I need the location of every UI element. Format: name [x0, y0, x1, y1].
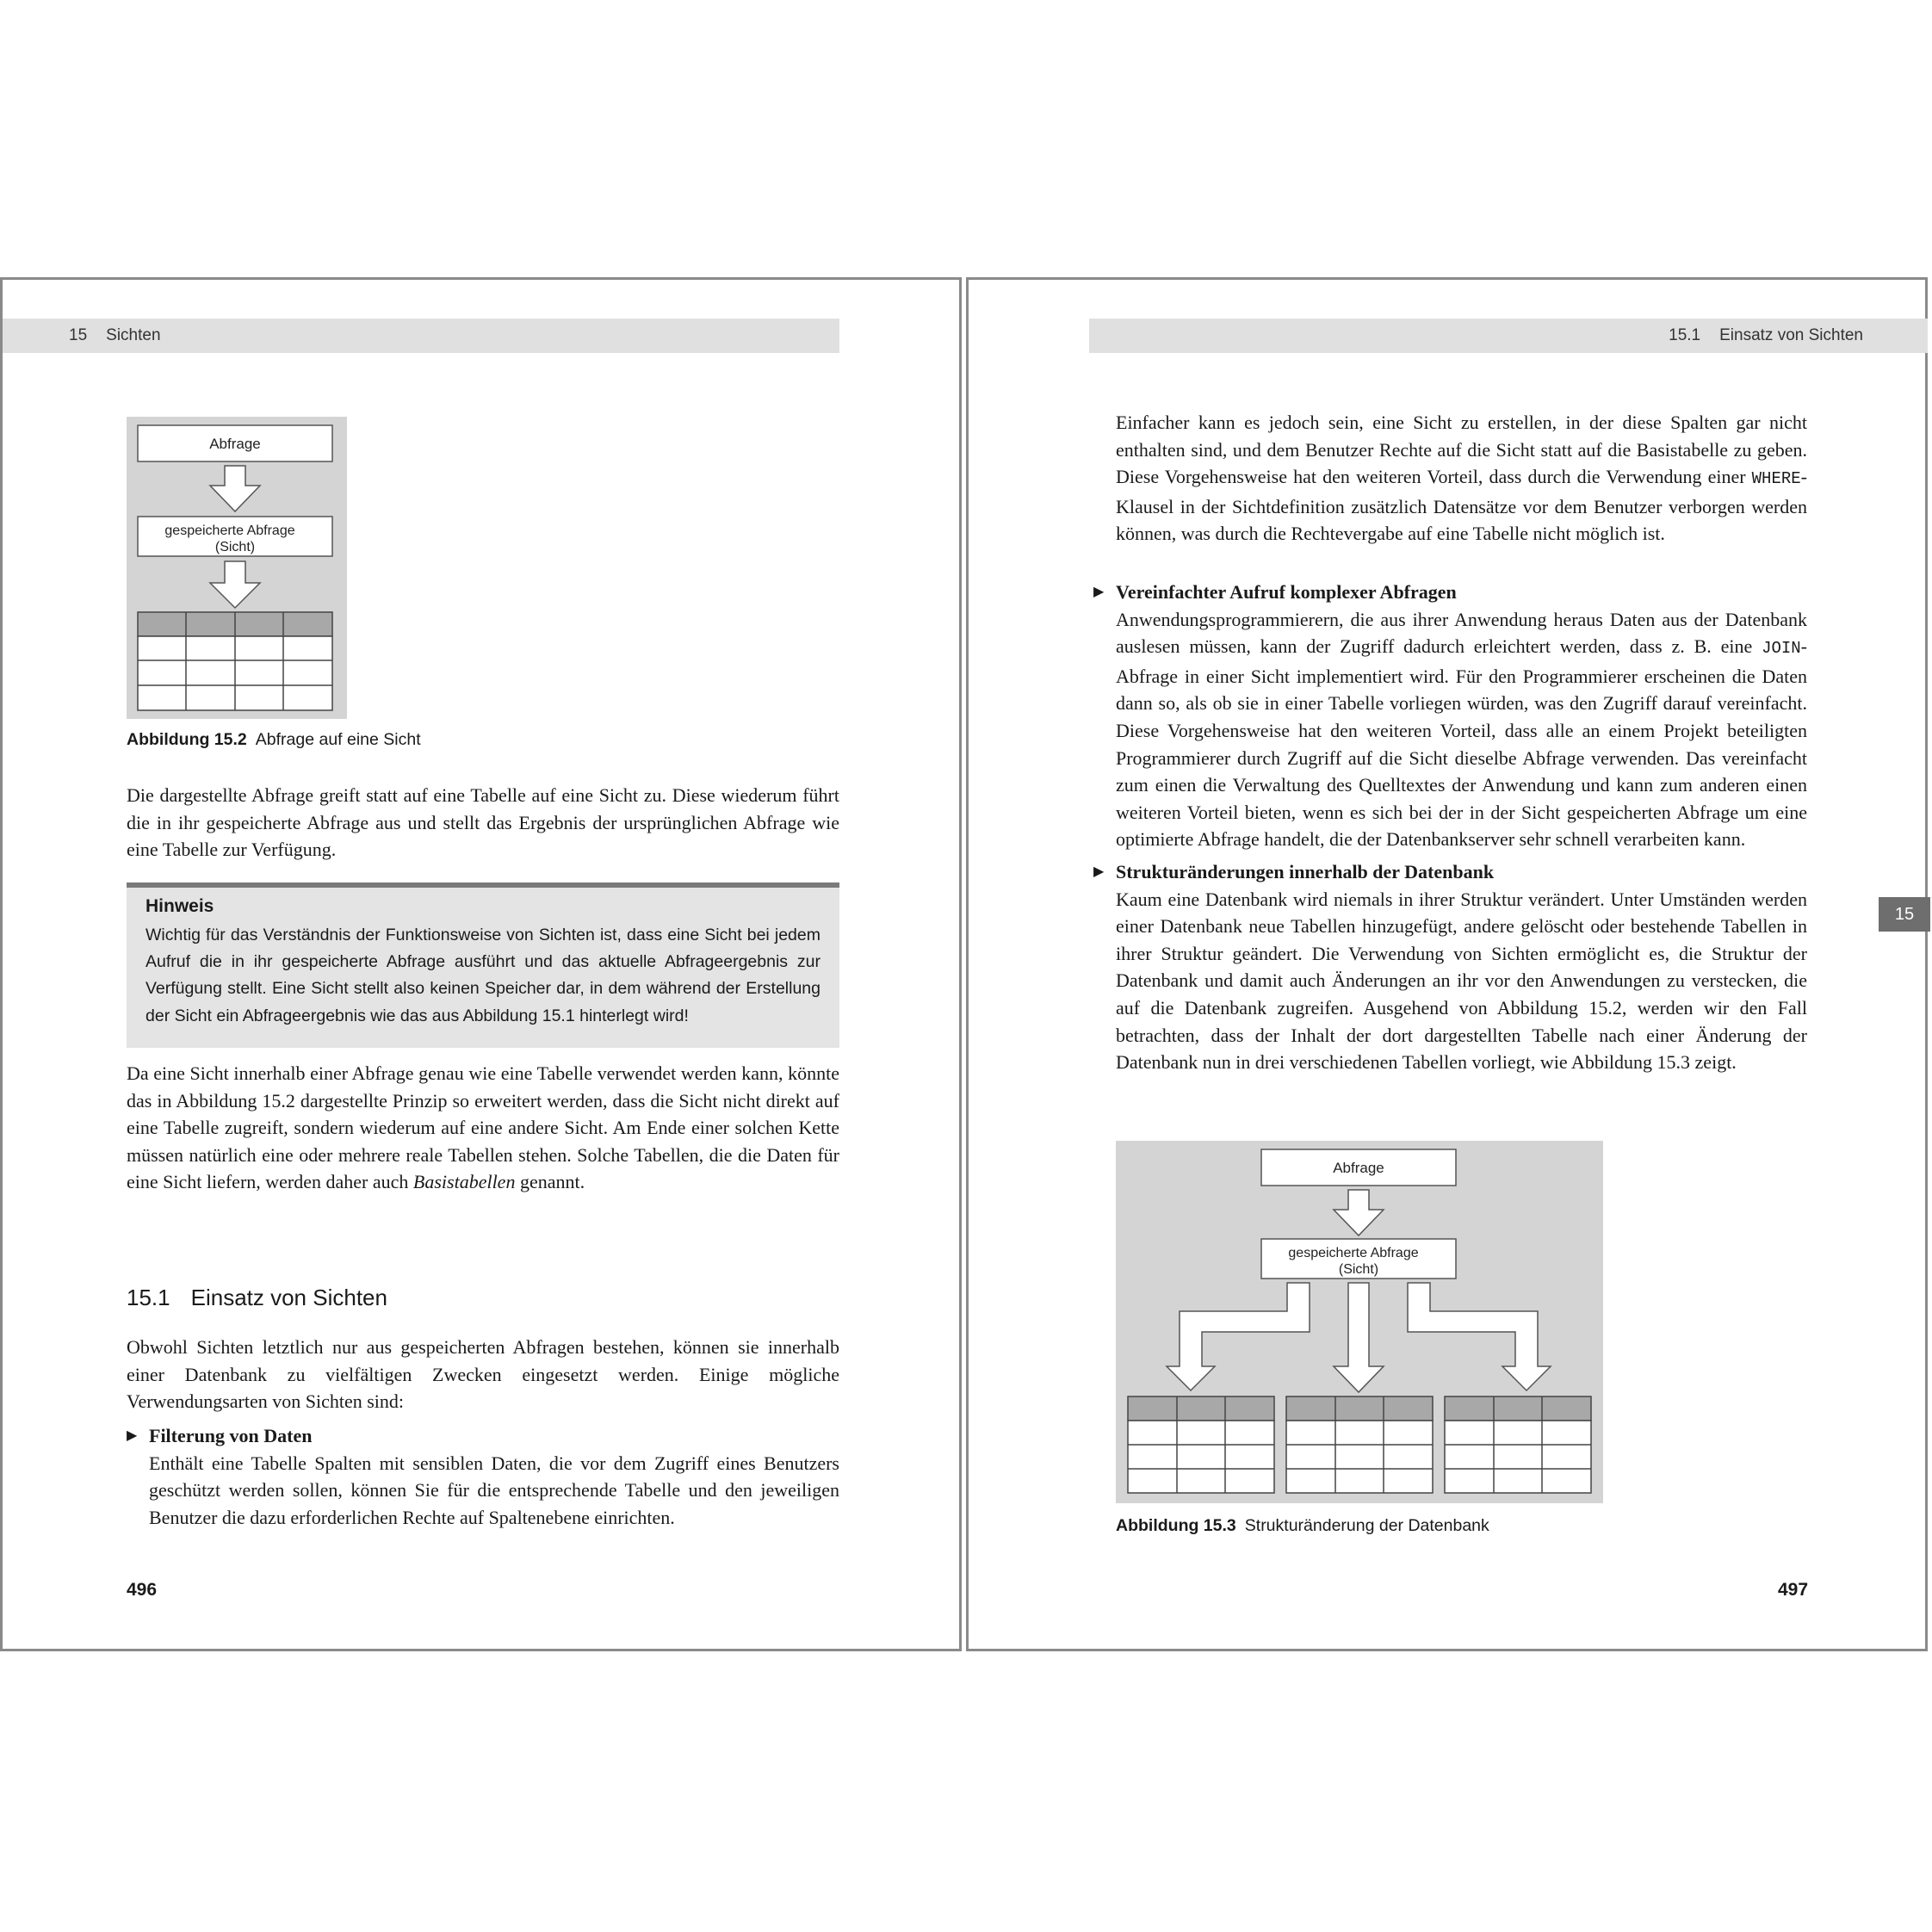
running-head-section-title: Einsatz von Sichten [1719, 326, 1863, 344]
bullet-triangle-icon: ▶ [127, 1428, 138, 1443]
list-item [1093, 579, 1807, 853]
code-join: JOIN [1762, 639, 1801, 659]
query-box-label: Abfrage [1333, 1160, 1384, 1176]
paragraph-text [1116, 409, 1807, 548]
down-arrow-icon [210, 561, 260, 608]
table-icon [1128, 1396, 1274, 1493]
bullet-title: Filterung von Daten [149, 1425, 313, 1446]
bullet-text-b: -Abfrage in einer Sicht implementiert wird. Für den Programmierer erscheinen die Daten dann so, als ob sie in einer Tabelle vorliegen würden, was den Zugriff darauf vereinfacht. Diese Vorgehensweise hat den weiteren Vorteil, dass alle an einem Projekt beteiligten Programmierer durch Zugriff auf die Sicht dieselbe Abfrage verwenden. Das vereinfacht zum einen die Verwaltung des Quelltextes der Anwendung und kann zum anderen einen weiteren Vorteil bieten, wenn es sich bei der in der Sicht gespeicherten Abfrage um eine optimierte Abfrage handelt, die der Datenbankserver sehr schnell verarbeiten kann. [1116, 635, 1807, 851]
figure-15-2 [127, 417, 347, 719]
page-number: 497 [1778, 1580, 1809, 1600]
hint-body: Wichtig für das Verständnis der Funktionsweise von Sichten ist, dass eine Sicht bei jedem Aufruf die in ihr gespeicherte Abfrage ausführt und das aktuelle Abfrageergebnis zur Verfügung stellt. Eine Sicht stellt also keinen Speicher dar, in dem während der Erstellung der Sicht ein Abfrageergebnis wie das aus Abbildung 15.1 hinterlegt wird! [146, 926, 820, 1025]
table-icon [1286, 1396, 1433, 1493]
paragraph [127, 782, 839, 864]
hint-title: Hinweis [146, 896, 214, 916]
bullet-text: Kaum eine Datenbank wird niemals in ihrer Struktur verändert. Unter Umständen werden einer Datenbank neue Tabellen hinzugefügt, andere gelöscht oder bestehende Tabellen in ihrer Struktur geändert. Die Verwendung von Sichten ermöglicht es, die Struktur der Datenbank und damit auch Änderungen an ihr vor den Anwendungen zu verstecken, die auf die Datenbank zugreifen. Ausgehend von Abbildung 15.2, werden wir den Fall betrachten, dass der Inhalt der dort dargestellten Tabelle nach einer Änderung der Datenbank nun in drei verschiedenen Tabellen vorliegt, wie Abbildung 15.3 zeigt. [1116, 888, 1807, 1074]
view-box-label-line1: gespeicherte Abfrage [164, 523, 295, 538]
page-number: 496 [127, 1580, 158, 1600]
figure-caption [127, 730, 421, 750]
term-basistabellen: Basistabellen [412, 1171, 516, 1193]
paragraph-text [127, 1060, 839, 1196]
down-arrow-icon [1334, 1283, 1384, 1392]
bullet-triangle-icon: ▶ [1093, 585, 1105, 599]
view-box-label-line2: (Sicht) [1338, 1262, 1379, 1277]
left-page [0, 277, 962, 1651]
bullet-text [1116, 606, 1807, 853]
code-where: WHERE [1751, 469, 1801, 489]
running-head-right [1089, 319, 1928, 353]
paragraph-text: Obwohl Sichten letztlich nur aus gespeicherten Abfragen bestehen, können sie innerhalb einer Datenbank zu vielfältigen Zwecken eingesetzt werden. Einige mögliche Verwendungsarten von Sichten sind: [127, 1336, 839, 1413]
bullet-list [1093, 579, 1807, 1076]
view-box-label-line1: gespeicherte Abfrage [1288, 1246, 1419, 1260]
chapter-thumb-tab: 15 [1879, 897, 1930, 932]
paragraph-text-end: genannt. [515, 1171, 585, 1193]
table-icon [138, 612, 332, 710]
paragraph-text-a: Einfacher kann es jedoch sein, eine Sicht zu erstellen, in der diese Spalten gar nicht enthalten sind, und dem Benutzer Rechte auf die Sicht statt auf die Basistabelle zu geben. Diese Vorgehensweise hat den weiteren Vorteil, dass durch die Verwendung einer [1116, 412, 1807, 488]
running-head-chapter-number: 15 [69, 326, 88, 344]
bullet-text-a: Anwendungsprogrammierern, die aus ihrer Anwendung heraus Daten aus der Datenbank auslesen müssen, kann der Zugriff dadurch erleichtert werden, dass z. B. eine [1116, 608, 1807, 658]
section-number: 15.1 [127, 1285, 170, 1310]
paragraph-text: Die dargestellte Abfrage greift statt auf eine Tabelle auf eine Sicht zu. Diese wiederum führt die in ihr gespeicherte Abfrage aus und stellt das Ergebnis der ursprünglichen Abfrage wie eine Tabelle zur Verfügung. [127, 784, 839, 861]
figure-caption-text: Strukturänderung der Datenbank [1244, 1516, 1489, 1535]
bullet-text: Enthält eine Tabelle Spalten mit sensiblen Daten, die vor dem Zugriff eines Benutzers geschützt werden sollen, können Sie für die entsprechende Tabelle und den jeweiligen Benutzer die dazu erforderlichen Rechte auf Spaltenebene einrichten. [149, 1452, 839, 1528]
running-head-left [3, 319, 839, 353]
paragraph-text-b: -Klausel in der Sichtdefinition zusätzlich Datensätze vor dem Benutzer verborgen werden können, was durch die Rechtevergabe auf eine Tabelle nicht möglich ist. [1116, 466, 1807, 545]
list-item [1093, 858, 1807, 1076]
figure-caption-text: Abfrage auf eine Sicht [255, 730, 421, 749]
bullet-title: Vereinfachter Aufruf komplexer Abfragen [1116, 581, 1457, 603]
figure-caption [1116, 1516, 1489, 1536]
figure-caption-label: Abbildung 15.2 [127, 730, 247, 749]
paragraph [127, 1334, 839, 1415]
query-box-label: Abfrage [209, 436, 261, 452]
running-head-chapter-title: Sichten [106, 326, 161, 344]
bullet-title: Strukturänderungen innerhalb der Datenbank [1116, 860, 1495, 882]
list-item [127, 1422, 839, 1531]
section-title: Einsatz von Sichten [190, 1285, 387, 1310]
paragraph [127, 1060, 839, 1196]
running-head-section-number: 15.1 [1669, 326, 1701, 344]
bullet-triangle-icon: ▶ [1093, 864, 1105, 879]
figure-caption-label: Abbildung 15.3 [1116, 1516, 1236, 1535]
right-page [966, 277, 1928, 1651]
section-heading [127, 1285, 387, 1311]
bent-arrow-right-icon [1408, 1283, 1551, 1390]
bent-arrow-left-icon [1167, 1283, 1310, 1390]
figure-15-3-diagram [1116, 1141, 1603, 1503]
view-box-label-line2: (Sicht) [214, 540, 256, 554]
down-arrow-icon [210, 466, 260, 511]
table-icon [1445, 1396, 1591, 1493]
figure-15-2-diagram [127, 417, 347, 719]
figure-15-3 [1116, 1141, 1603, 1503]
paragraph [1116, 409, 1807, 548]
bullet-list [127, 1422, 839, 1531]
hint-box [127, 882, 839, 1048]
down-arrow-icon [1334, 1190, 1384, 1235]
paragraph-text-main: Da eine Sicht innerhalb einer Abfrage genau wie eine Tabelle verwendet werden kann, könnte das in Abbildung 15.2 dargestellte Prinzip so erweitert werden, dass die Sicht nicht direkt auf eine Tabelle zugreift, sondern wiederum auf eine andere Sicht. Am Ende einer solchen Kette müssen natürlich eine oder mehrere reale Tabellen stehen. Solche Tabellen, die die Daten für eine Sicht liefern, werden daher auch [127, 1062, 839, 1193]
